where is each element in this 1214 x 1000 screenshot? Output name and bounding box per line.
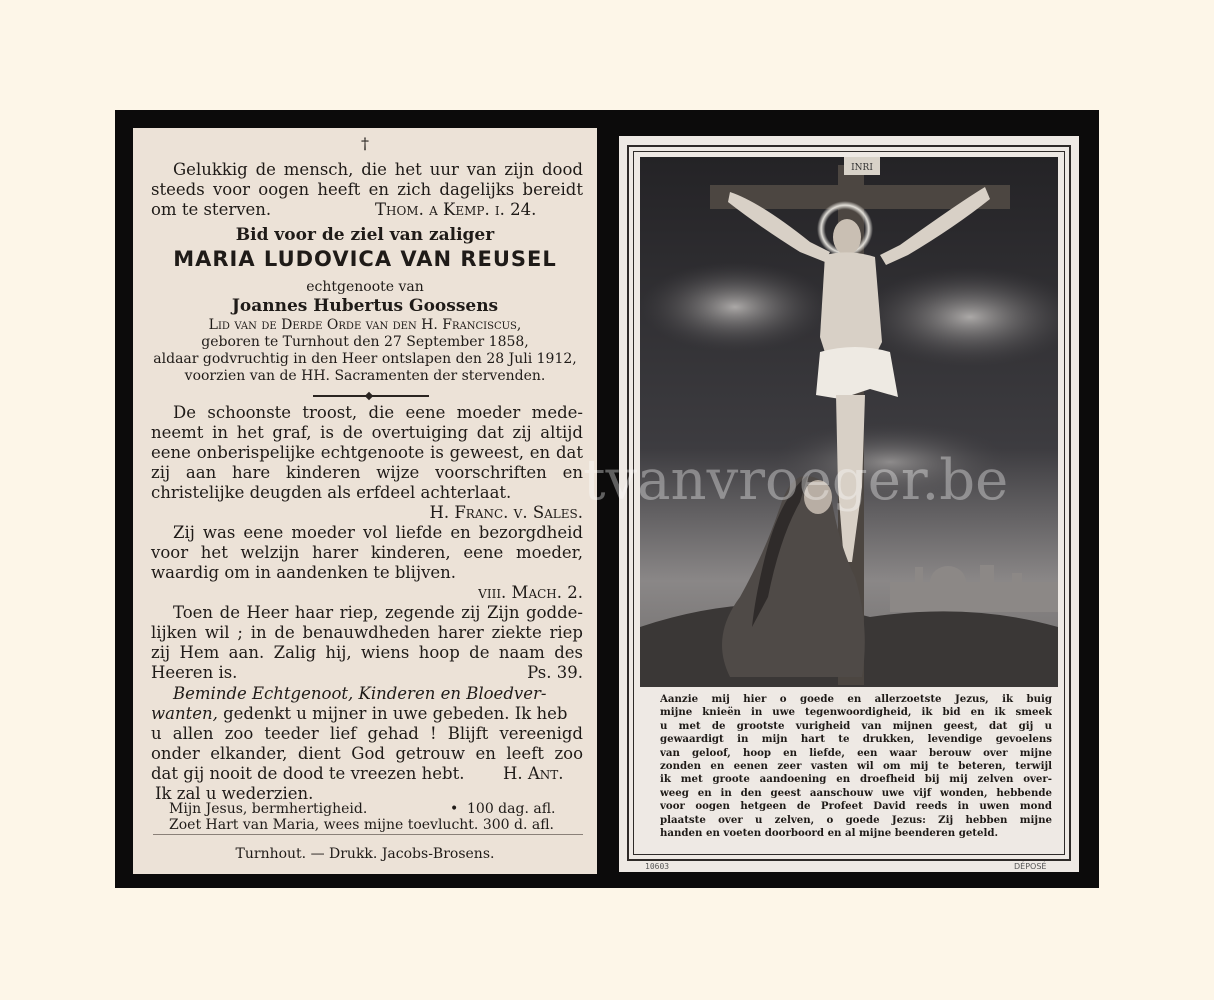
cross-icon: † <box>361 134 369 153</box>
motto-line: Gelukkig de mensch, die het uur van zijn dood <box>173 160 583 179</box>
inri-label: INRI <box>851 163 873 173</box>
paragraph-line: onder elkander, dient God getrouw en leeft zoo <box>151 744 583 763</box>
paragraph-line: eene onberispelijke echtgenoote is geweest, en dat <box>151 443 583 462</box>
paragraph-line: zij aan hare kinderen wijze voorschriften en <box>151 463 583 482</box>
spouse-name: Joannes Hubertus Goossens <box>231 296 499 316</box>
paragraph-line: Ik zal u wederzien. <box>155 784 314 803</box>
crucifixion-illustration <box>640 157 1058 687</box>
paragraph-line: Heeren is. <box>151 663 238 682</box>
paragraph-line: lijken wil ; in de benauwdheden harer ziekte riep <box>151 623 583 642</box>
quote-source: H. Ant. <box>503 764 564 783</box>
paragraph-line: Toen de Heer haar riep, zegende zij Zijn godde- <box>173 603 583 622</box>
paragraph-line: De schoonste troost, die eene moeder mede- <box>173 403 583 422</box>
prayer-line: plaatste over u zelven, o goede Jezus: Zij hebben mijne <box>660 813 1052 826</box>
quote-source: H. Franc. v. Sales. <box>429 503 583 522</box>
paragraph-line: christelijke deugden als erfdeel achterlaat. <box>151 483 512 502</box>
paragraph-line <box>151 704 567 724</box>
paragraph-text: gedenkt u mijner in uwe gebeden. Ik heb <box>217 704 568 723</box>
paragraph-line: u allen zoo teeder lief gehad ! Blijft vereenigd <box>151 724 583 743</box>
prayer-line: weeg en in den geest aanschouw uwe vijf wonden, hebbende <box>660 786 1052 799</box>
cloud-shape <box>640 262 830 352</box>
prayer-line: zonden en eenen zeer vasten wil om mij te beteren, terwijl <box>660 759 1052 772</box>
quote-source: viii. Mach. 2. <box>478 583 583 602</box>
prayer-line: mijne knieën in uwe tegenwoordigheid, ik bid en ik smeek <box>660 706 1052 719</box>
pray-heading: Bid voor de ziel van zaliger <box>235 225 495 245</box>
prayer-text <box>660 693 1052 840</box>
depose-mark: DÉPOSÉ <box>1014 862 1047 871</box>
memorial-text-card <box>133 128 597 874</box>
paragraph-line: waardig om in aandenken te blijven. <box>151 563 457 582</box>
indulgence-prayer: Zoet Hart van Maria, wees mijne toevlucht. 300 d. afl. <box>169 817 554 833</box>
paragraph-line: zij Hem aan. Zalig hij, wiens hoop de naam des <box>151 643 583 662</box>
ornamental-divider <box>313 395 429 397</box>
prayer-line: Aanzie mij hier o goede en allerzoetste Jezus, ik buig <box>660 693 1052 705</box>
indulgence-prayer: Mijn Jesus, bermhertigheid. <box>169 801 368 817</box>
bio-line: voorzien van de HH. Sacramenten der stervenden. <box>184 368 546 384</box>
paragraph-line: Zij was eene moeder vol liefde en bezorgdheid <box>173 523 583 542</box>
paragraph-line: neemt in het graf, is de overtuiging dat zij altijd <box>151 423 583 442</box>
prayer-line: van geloof, hoop en liefde, een waar berouw over mijne <box>660 746 1052 759</box>
motto-line: steeds voor oogen heeft en zich dagelijks bereidt <box>151 180 583 199</box>
prayer-line: ik met groote aandoening en droefheid bij mij zelven over- <box>660 773 1052 786</box>
footer-rule <box>153 834 583 835</box>
bio-line: geboren te Turnhout den 27 September 1858, <box>201 334 529 350</box>
plate-number: 10603 <box>645 862 670 871</box>
motto-line: om te sterven. <box>151 200 272 219</box>
bio-line: aldaar godvruchtig in den Heer ontslapen den 28 Juli 1912, <box>153 351 577 367</box>
bio-line: Lid van de Derde Orde van den H. Franciscus, <box>208 317 522 333</box>
bullet-icon: • <box>450 801 459 817</box>
indulgence-value: 100 dag. afl. <box>467 801 556 817</box>
prayer-line: gewaardigt in mijn hart te drukken, levendige gevoelens <box>660 733 1052 746</box>
motto-source: Thom. a Kemp. i. 24. <box>375 200 537 219</box>
paragraph-line: dat gij nooit de dood te vreezen hebt. <box>151 764 465 783</box>
paragraph-italic: wanten, <box>151 704 218 723</box>
printer-credit: Turnhout. — Drukk. Jacobs-Brosens. <box>235 846 495 862</box>
paragraph-line: voor het welzijn harer kinderen, eene moeder, <box>151 543 583 562</box>
watermark: tvanvroeger.be <box>583 448 1009 513</box>
prayer-line: handen en voeten doorboord en al mijne beenderen geteld. <box>660 826 999 839</box>
paragraph-italic: Beminde Echtgenoot, Kinderen en Bloedver- <box>173 684 547 703</box>
prayer-line: u met de grootste vurigheid van mijnen geest, dat gij u <box>660 719 1052 732</box>
spouse-intro: echtgenoote van <box>306 279 424 295</box>
prayer-line: voor oogen hetgeen de Profeet David reeds in uwen mond <box>660 800 1052 813</box>
quote-source: Ps. 39. <box>527 663 583 682</box>
deceased-name: MARIA LUDOVICA VAN REUSEL <box>173 247 557 271</box>
